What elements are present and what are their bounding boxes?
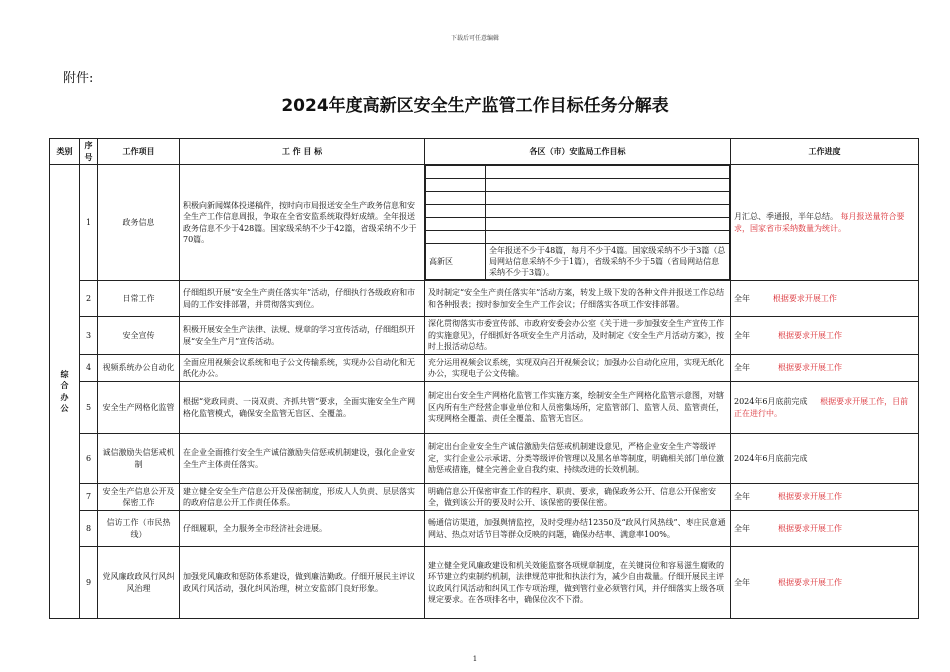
seq-cell: 2 [80, 281, 98, 317]
seq-cell: 4 [80, 355, 98, 382]
progress-cell [731, 317, 919, 355]
page-header-note: 下载后可任意编辑 [450, 35, 499, 42]
progress-cell [731, 382, 919, 434]
progress-cell [731, 165, 919, 281]
progress-note: 根据要求开展工作 [772, 293, 837, 303]
seq-cell: 7 [80, 484, 98, 511]
header-item: 工作项目 [98, 139, 180, 165]
progress-cell [731, 281, 919, 317]
progress-note: 根据要求开展工作 [777, 363, 842, 373]
progress-note: 每月报送量符合要求，国家省市采纳数量为统计。 [734, 212, 905, 233]
item-cell: 政务信息 [98, 165, 180, 281]
table-row [50, 281, 919, 317]
district-subtable [425, 165, 730, 280]
district-cell: 制定出台企业安全生产诚信激励失信惩戒机制建设意见，严格企业安全生产等级评定，实行企业公示承诺、分类等级评价管理以及黑名单等制度，明确相关部门单位激励惩戒措施，健全完善企业自我约束、持续改进的长效机制。 [425, 434, 731, 484]
progress-text: 全年 [734, 330, 750, 340]
header-category: 类别 [50, 139, 80, 165]
district-cell: 明确信息公开保密审查工作的程序、职责、要求，确保政务公开、信息公开保密安全，做到该公开的要及时公开、该保密的要保住密。 [425, 484, 731, 511]
table-header-row [50, 139, 919, 165]
progress-cell [731, 511, 919, 547]
district-cell: 建立健全党风廉政建设和机关效能监察各项规章制度，在关键岗位和容易滋生腐败的环节建立约束制约机制，法律规范审批和执法行为，减少自由裁量。仔细开展民主评议政风行风活动和纠风工作专项治理，做到管行业必须管行风，并仔细落实上级各项规定要求。在各项排名中，确保位次不下滑。 [425, 547, 731, 619]
district-cell [425, 165, 731, 281]
header-progress: 工作进度 [731, 139, 919, 165]
item-cell: 视频系统办公自动化 [98, 355, 180, 382]
header-goal: 工 作 目 标 [180, 139, 425, 165]
seq-cell: 5 [80, 382, 98, 434]
goal-cell: 在企业全面推行安全生产诚信激励失信惩戒机制建设，强化企业安全生产主体责任落实。 [180, 434, 425, 484]
progress-text: 全年 [734, 293, 750, 303]
progress-text: 全年 [734, 577, 750, 587]
table-row [50, 165, 919, 281]
progress-text: 全年 [734, 363, 750, 373]
table-row [50, 434, 919, 484]
district-cell: 畅通信访渠道，加强舆情监控，及时受理办结12350及“政风行风热线”、枣庄民意通网站、热点对话节目等群众反映的问题，确保办结率、满意率100%。 [425, 511, 731, 547]
progress-text: 全年 [734, 492, 750, 502]
category-label: 综 合 办 公 [60, 368, 69, 413]
progress-cell [731, 547, 919, 619]
task-table [49, 138, 919, 619]
table-row [50, 484, 919, 511]
goal-cell: 建立健全安全生产信息公开及保密制度，形成人人负责、层层落实的政府信息公开工作责任体系。 [180, 484, 425, 511]
district-cell: 深化贯彻落实市委宣传部、市政府安委会办公室《关于进一步加强安全生产宣传工作的实施意见》，仔细抓好各项安全生产月活动，及时制定《安全生产月活动方案》，按时上报活动总结。 [425, 317, 731, 355]
item-cell: 党风廉政政风行风纠风治理 [98, 547, 180, 619]
item-cell: 安全宣传 [98, 317, 180, 355]
district-cell: 制定出台安全生产网格化监管工作实施方案，绘制安全生产网格化监管示意图，对辖区内所有生产经营企事业单位和人员密集场所，定监管部门、监管人员、监管责任，实现网格全覆盖、责任全覆盖、监管无盲区。 [425, 382, 731, 434]
goal-cell: 全面应用视频会议系统和电子公文传输系统，实现办公自动化和无纸化办公。 [180, 355, 425, 382]
progress-cell [731, 355, 919, 382]
progress-text: 月汇总、季通报，半年总结。 [734, 212, 838, 221]
district-goal: 全年报送不少于48篇，每月不少于4篇。国家级采纳不少于3篇（总局网站信息采纳不少于1篇），省级采纳不少于5篇（省局网站信息采纳不少于3篇）。 [486, 244, 730, 280]
category-cell [50, 165, 80, 619]
progress-note: 根据要求开展工作 [777, 330, 842, 340]
progress-text: 2024年6月底前完成 [734, 453, 808, 463]
goal-cell: 根据“党政同责、一岗双责、齐抓共管”要求，全面实施安全生产网格化监管模式，确保安全监管无盲区、全覆盖。 [180, 382, 425, 434]
table-row [50, 547, 919, 619]
goal-cell: 积极向新闻媒体投递稿件，按时向市局报送安全生产政务信息和安全生产工作信息周报，争取在全省安监系统取得好成绩。全年报送政务信息不少于428篇。国家级采纳不少于42篇，省级采纳不少于70篇。 [180, 165, 425, 281]
progress-text: 2024年6月底前完成 [734, 397, 808, 406]
seq-cell: 9 [80, 547, 98, 619]
table-row [50, 382, 919, 434]
district-name: 高新区 [426, 244, 486, 280]
item-cell: 安全生产网格化监管 [98, 382, 180, 434]
attachment-label: 附件: [63, 71, 94, 86]
seq-cell: 6 [80, 434, 98, 484]
page-title: 2024年度高新区安全生产监管工作目标任务分解表 [281, 96, 669, 116]
table-row [50, 511, 919, 547]
district-cell: 充分运用视频会议系统，实现双向召开视频会议；加强办公自动化应用，实现无纸化办公，实现电子公文传输。 [425, 355, 731, 382]
progress-cell [731, 484, 919, 511]
goal-cell: 积极开展安全生产法律、法规、规章的学习宣传活动，仔细组织开展“安全生产月”宣传活动。 [180, 317, 425, 355]
table-row [50, 355, 919, 382]
table-row [50, 317, 919, 355]
progress-cell [731, 434, 919, 484]
goal-cell: 加强党风廉政和惩防体系建设，做到廉洁勤政。仔细开展民主评议政风行风活动，强化纠风治理，树立安监部门良好形象。 [180, 547, 425, 619]
goal-cell: 仔细履职，全力服务全市经济社会进展。 [180, 511, 425, 547]
seq-cell: 3 [80, 317, 98, 355]
progress-note: 根据要求开展工作，目前正在进行中。 [734, 397, 909, 418]
header-seq: 序号 [80, 139, 98, 165]
progress-note: 根据要求开展工作 [777, 492, 842, 502]
progress-note: 根据要求开展工作 [777, 577, 842, 587]
progress-note: 根据要求开展工作 [777, 523, 842, 533]
item-cell: 安全生产信息公开及保密工作 [98, 484, 180, 511]
district-cell: 及时制定“安全生产责任落实年”活动方案，转发上级下发的各种文件并报送工作总结和各种报表；按时参加安全生产工作会议；仔细落实各项工作安排部署。 [425, 281, 731, 317]
item-cell: 信访工作（市民热线） [98, 511, 180, 547]
progress-text: 全年 [734, 523, 750, 533]
item-cell: 日常工作 [98, 281, 180, 317]
seq-cell: 8 [80, 511, 98, 547]
seq-cell: 1 [80, 165, 98, 281]
item-cell: 诚信激励失信惩戒机制 [98, 434, 180, 484]
page-number: 1 [472, 655, 478, 663]
goal-cell: 仔细组织开展“安全生产责任落实年”活动，仔细执行各级政府和市局的工作安排部署，并贯彻落实到位。 [180, 281, 425, 317]
header-district: 各区（市）安监局工作目标 [425, 139, 731, 165]
